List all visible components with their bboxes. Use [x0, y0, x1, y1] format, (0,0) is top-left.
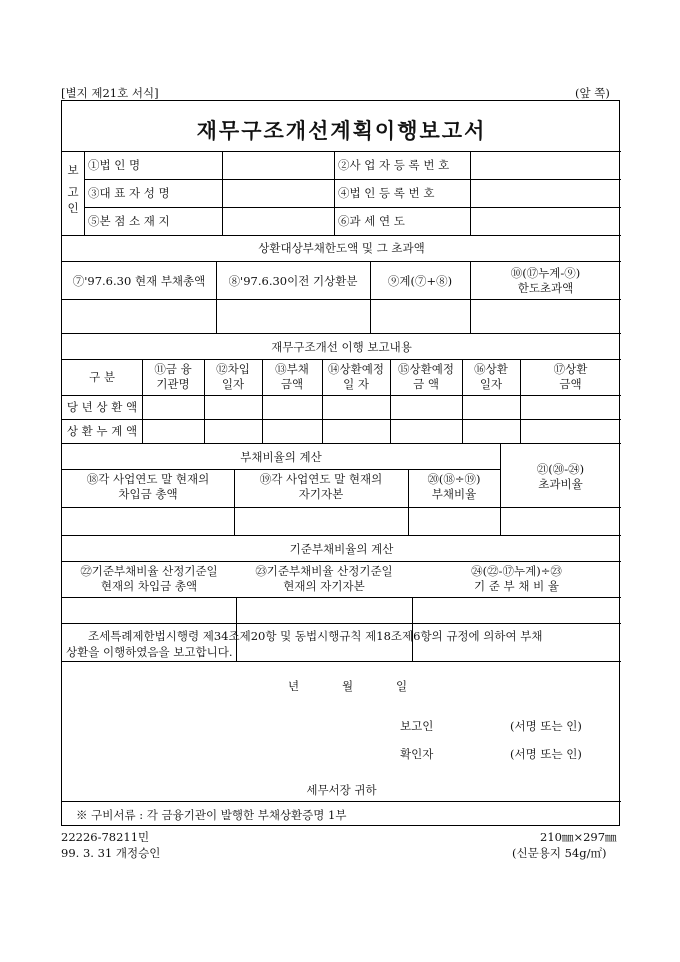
section-standard-ratio-title: 기준부채비율의 계산 [289, 542, 394, 556]
label-tax-year: ⑥과 세 연 도 [338, 214, 405, 228]
label-address: ⑤본 점 소 재 지 [88, 214, 170, 228]
form-title: 재무구조개선계획이행보고서 [196, 119, 487, 143]
col-repay-amount-1: ⑰상환 [553, 362, 588, 376]
col-borrowings-2: 차입금 총액 [118, 487, 178, 501]
footer-paper-size: 210㎜×297㎜ [540, 830, 617, 844]
reporter-side-label-2: 고 [67, 185, 79, 199]
label-representative: ③대 표 자 성 명 [88, 186, 170, 200]
col-planned-date-1: ⑭상환예정 [328, 362, 384, 376]
col-borrowings-1: ⑱각 사업연도 말 현재의 [86, 472, 210, 486]
row-current-year: 당 년 상 환 액 [66, 400, 138, 414]
footer-paper-type: (신문용지 54g/㎡) [512, 846, 607, 860]
col-prior-repaid: ⑧'97.6.30이전 기상환분 [228, 274, 358, 288]
col-std-ratio-2: 기 준 부 채 비 율 [474, 579, 559, 593]
col-repay-date-2: 일자 [479, 377, 503, 391]
footer-code: 22226-78211민 [61, 830, 150, 844]
row-cumulative: 상 환 누 계 액 [66, 424, 138, 438]
col-equity-1: ⑲각 사업연도 말 현재의 [259, 472, 383, 486]
col-borrow-date-2: 일자 [221, 377, 245, 391]
col-std-borrowings-2: 현재의 차입금 총액 [100, 579, 198, 593]
col-std-ratio-1: ㉔(㉒-⑰누계)÷㉓ [471, 564, 562, 578]
col-sum: ⑨계(⑦+⑧) [387, 274, 453, 288]
field-corp-reg-no[interactable] [472, 181, 618, 205]
section-debt-limit-title: 상환대상부채한도액 및 그 초과액 [258, 241, 425, 255]
statement-line-1: 조세특례제한법시행령 제34조제20항 및 동법시행규칙 제18조제6항의 규정에 의하여 부채 [88, 629, 543, 643]
field-representative[interactable] [224, 181, 332, 205]
col-excess-ratio-2: 초과비율 [538, 477, 583, 491]
col-institution-2: 기관명 [156, 377, 190, 391]
form-number: [별지 제21호 서식] [61, 86, 159, 100]
col-planned-amount-1: ⑮상환예정 [398, 362, 454, 376]
label-corp-name: ①법 인 명 [88, 158, 141, 172]
col-planned-amount-2: 금 액 [413, 377, 439, 391]
col-equity-2: 자기자본 [298, 487, 344, 501]
col-std-equity-2: 현재의 자기자본 [283, 579, 365, 593]
section-performance-title: 재무구조개선 이행 보고내용 [271, 340, 412, 354]
report-form [61, 100, 620, 826]
col-over-limit-2: 한도초과액 [517, 281, 574, 295]
field-business-no[interactable] [472, 153, 618, 177]
col-over-limit-1: ⑩(⑰누계-⑨) [510, 266, 581, 280]
col-debt-amount-2: 금액 [280, 377, 304, 391]
confirmer-label: 확인자 [400, 747, 434, 761]
date-month-label: 월 [342, 679, 354, 693]
col-repay-amount-2: 금액 [559, 377, 582, 391]
col-borrow-date-1: ⑫차입 [216, 362, 250, 376]
label-corp-reg-no: ④법 인 등 록 번 호 [338, 186, 435, 200]
section-debt-ratio-title: 부채비율의 계산 [240, 450, 322, 464]
label-business-no: ②사 업 자 등 록 번 호 [338, 158, 450, 172]
col-debt-amount-1: ⑬부채 [275, 362, 309, 376]
reporter-signature[interactable]: (서명 또는 인) [510, 719, 582, 733]
date-day-label: 일 [396, 679, 408, 693]
col-total-debt: ⑦'97.6.30 현재 부채총액 [72, 274, 206, 288]
confirmer-signature[interactable]: (서명 또는 인) [510, 747, 582, 761]
footer-approval: 99. 3. 31 개정승인 [61, 846, 161, 860]
addressee: 세무서장 귀하 [306, 783, 377, 797]
required-documents: ※ 구비서류 : 각 금융기관이 발행한 부채상환증명 1부 [76, 808, 347, 822]
col-std-borrowings-1: ㉒기준부채비율 산정기준일 [80, 564, 218, 578]
field-address[interactable] [224, 209, 332, 233]
field-corp-name[interactable] [224, 153, 332, 177]
col-std-equity-1: ㉓기준부채비율 산정기준일 [255, 564, 393, 578]
col-planned-date-2: 일 자 [343, 377, 369, 391]
statement-line-2: 상환을 이행하였음을 보고합니다. [66, 645, 233, 659]
col-debt-ratio-2: 부채비율 [431, 487, 477, 501]
reporter-side-label-1: 보 [67, 163, 79, 177]
reporter-label: 보고인 [400, 719, 434, 733]
col-institution-1: ⑪금 융 [154, 362, 192, 376]
reporter-side-label-3: 인 [67, 201, 79, 215]
col-repay-date-1: ⑯상환 [474, 362, 508, 376]
col-debt-ratio-1: ⑳(⑱÷⑲) [427, 472, 481, 486]
date-year-label: 년 [288, 679, 300, 693]
col-category: 구 분 [89, 370, 115, 384]
page-side: (앞 쪽) [575, 86, 610, 100]
col-excess-ratio-1: ㉑(⑳-㉔) [536, 462, 585, 476]
field-tax-year[interactable] [472, 209, 618, 233]
